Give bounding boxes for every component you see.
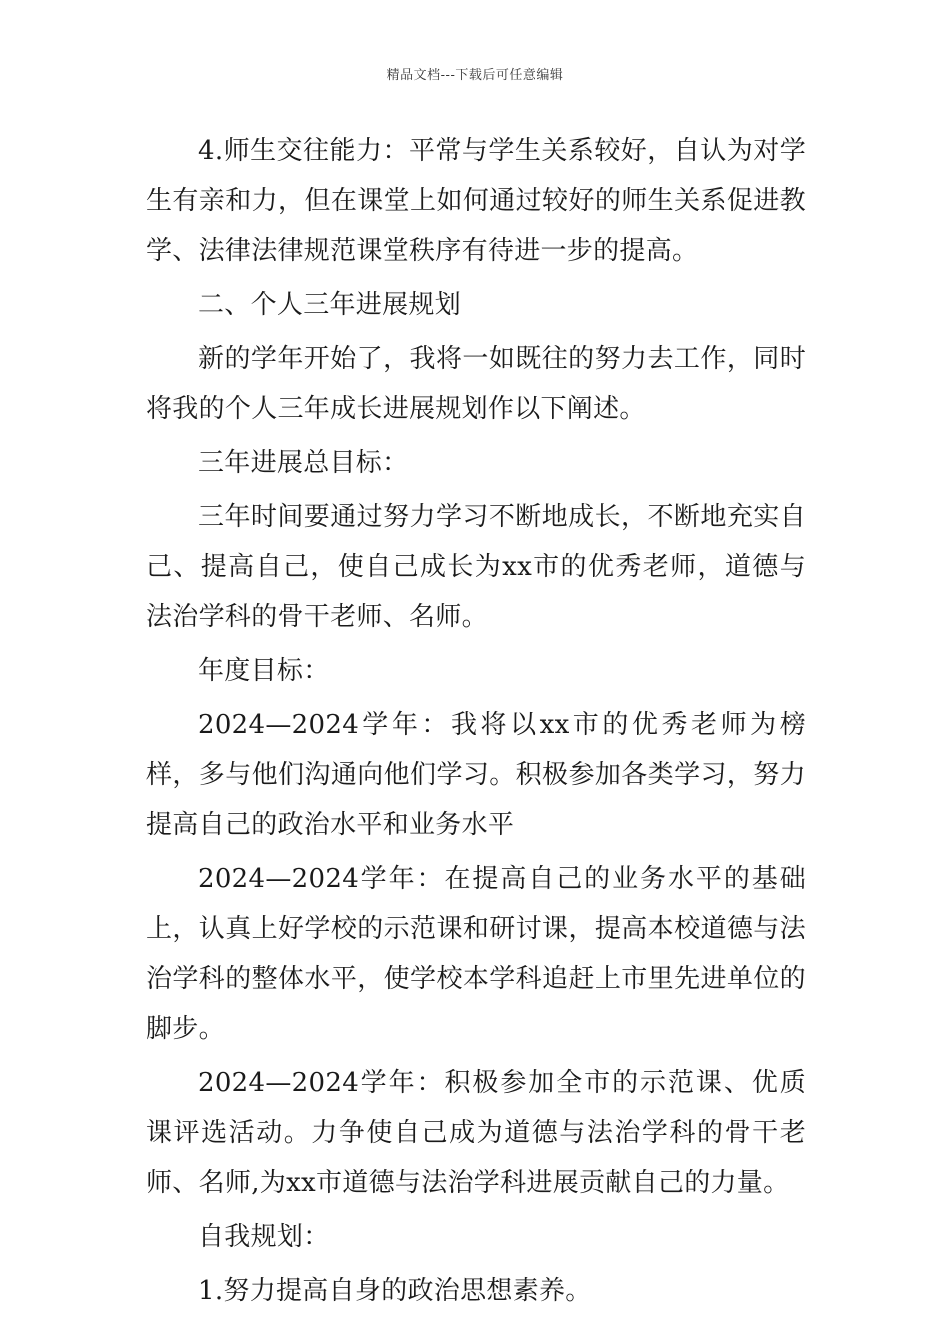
page-header: 精品文档---下载后可任意编辑	[386, 68, 564, 83]
document-body	[146, 126, 806, 1320]
paragraph-year-3: 2024—2024学年：积极参加全市的示范课、优质课评选活动。力争使自己成为道德与法治学科的骨干老师、名师,为xx市道德与法治学科进展贡献自己的力量。	[146, 1068, 806, 1198]
heading-self-plan: 自我规划：	[198, 1222, 330, 1252]
heading-three-year-plan: 二、个人三年进展规划	[198, 290, 462, 320]
paragraph-overall-goal: 三年时间要通过努力学习不断地成长，不断地充实自己、提高自己，使自己成长为xx市的优秀老师，道德与法治学科的骨干老师、名师。	[146, 502, 806, 632]
paragraph-year-1: 2024—2024学年：我将以xx市的优秀老师为榜样，多与他们沟通向他们学习。积极参加各类学习，努力提高自己的政治水平和业务水平	[146, 710, 806, 840]
heading-overall-goal: 三年进展总目标：	[198, 448, 409, 478]
paragraph-year-2: 2024—2024学年：在提高自己的业务水平的基础上，认真上好学校的示范课和研讨课，提高本校道德与法治学科的整体水平，使学校本学科追赶上市里先进单位的脚步。	[146, 864, 806, 1044]
heading-annual-goal: 年度目标：	[198, 656, 330, 686]
paragraph-intro: 新的学年开始了，我将一如既往的努力去工作，同时将我的个人三年成长进展规划作以下阐述。	[146, 344, 806, 424]
paragraph-self-plan-1: 1.努力提高自身的政治思想素养。	[198, 1276, 592, 1306]
paragraph-teacher-student-skill: 4.师生交往能力：平常与学生关系较好，自认为对学生有亲和力，但在课堂上如何通过较好的师生关系促进教学、法律法律规范课堂秩序有待进一步的提高。	[146, 136, 806, 266]
